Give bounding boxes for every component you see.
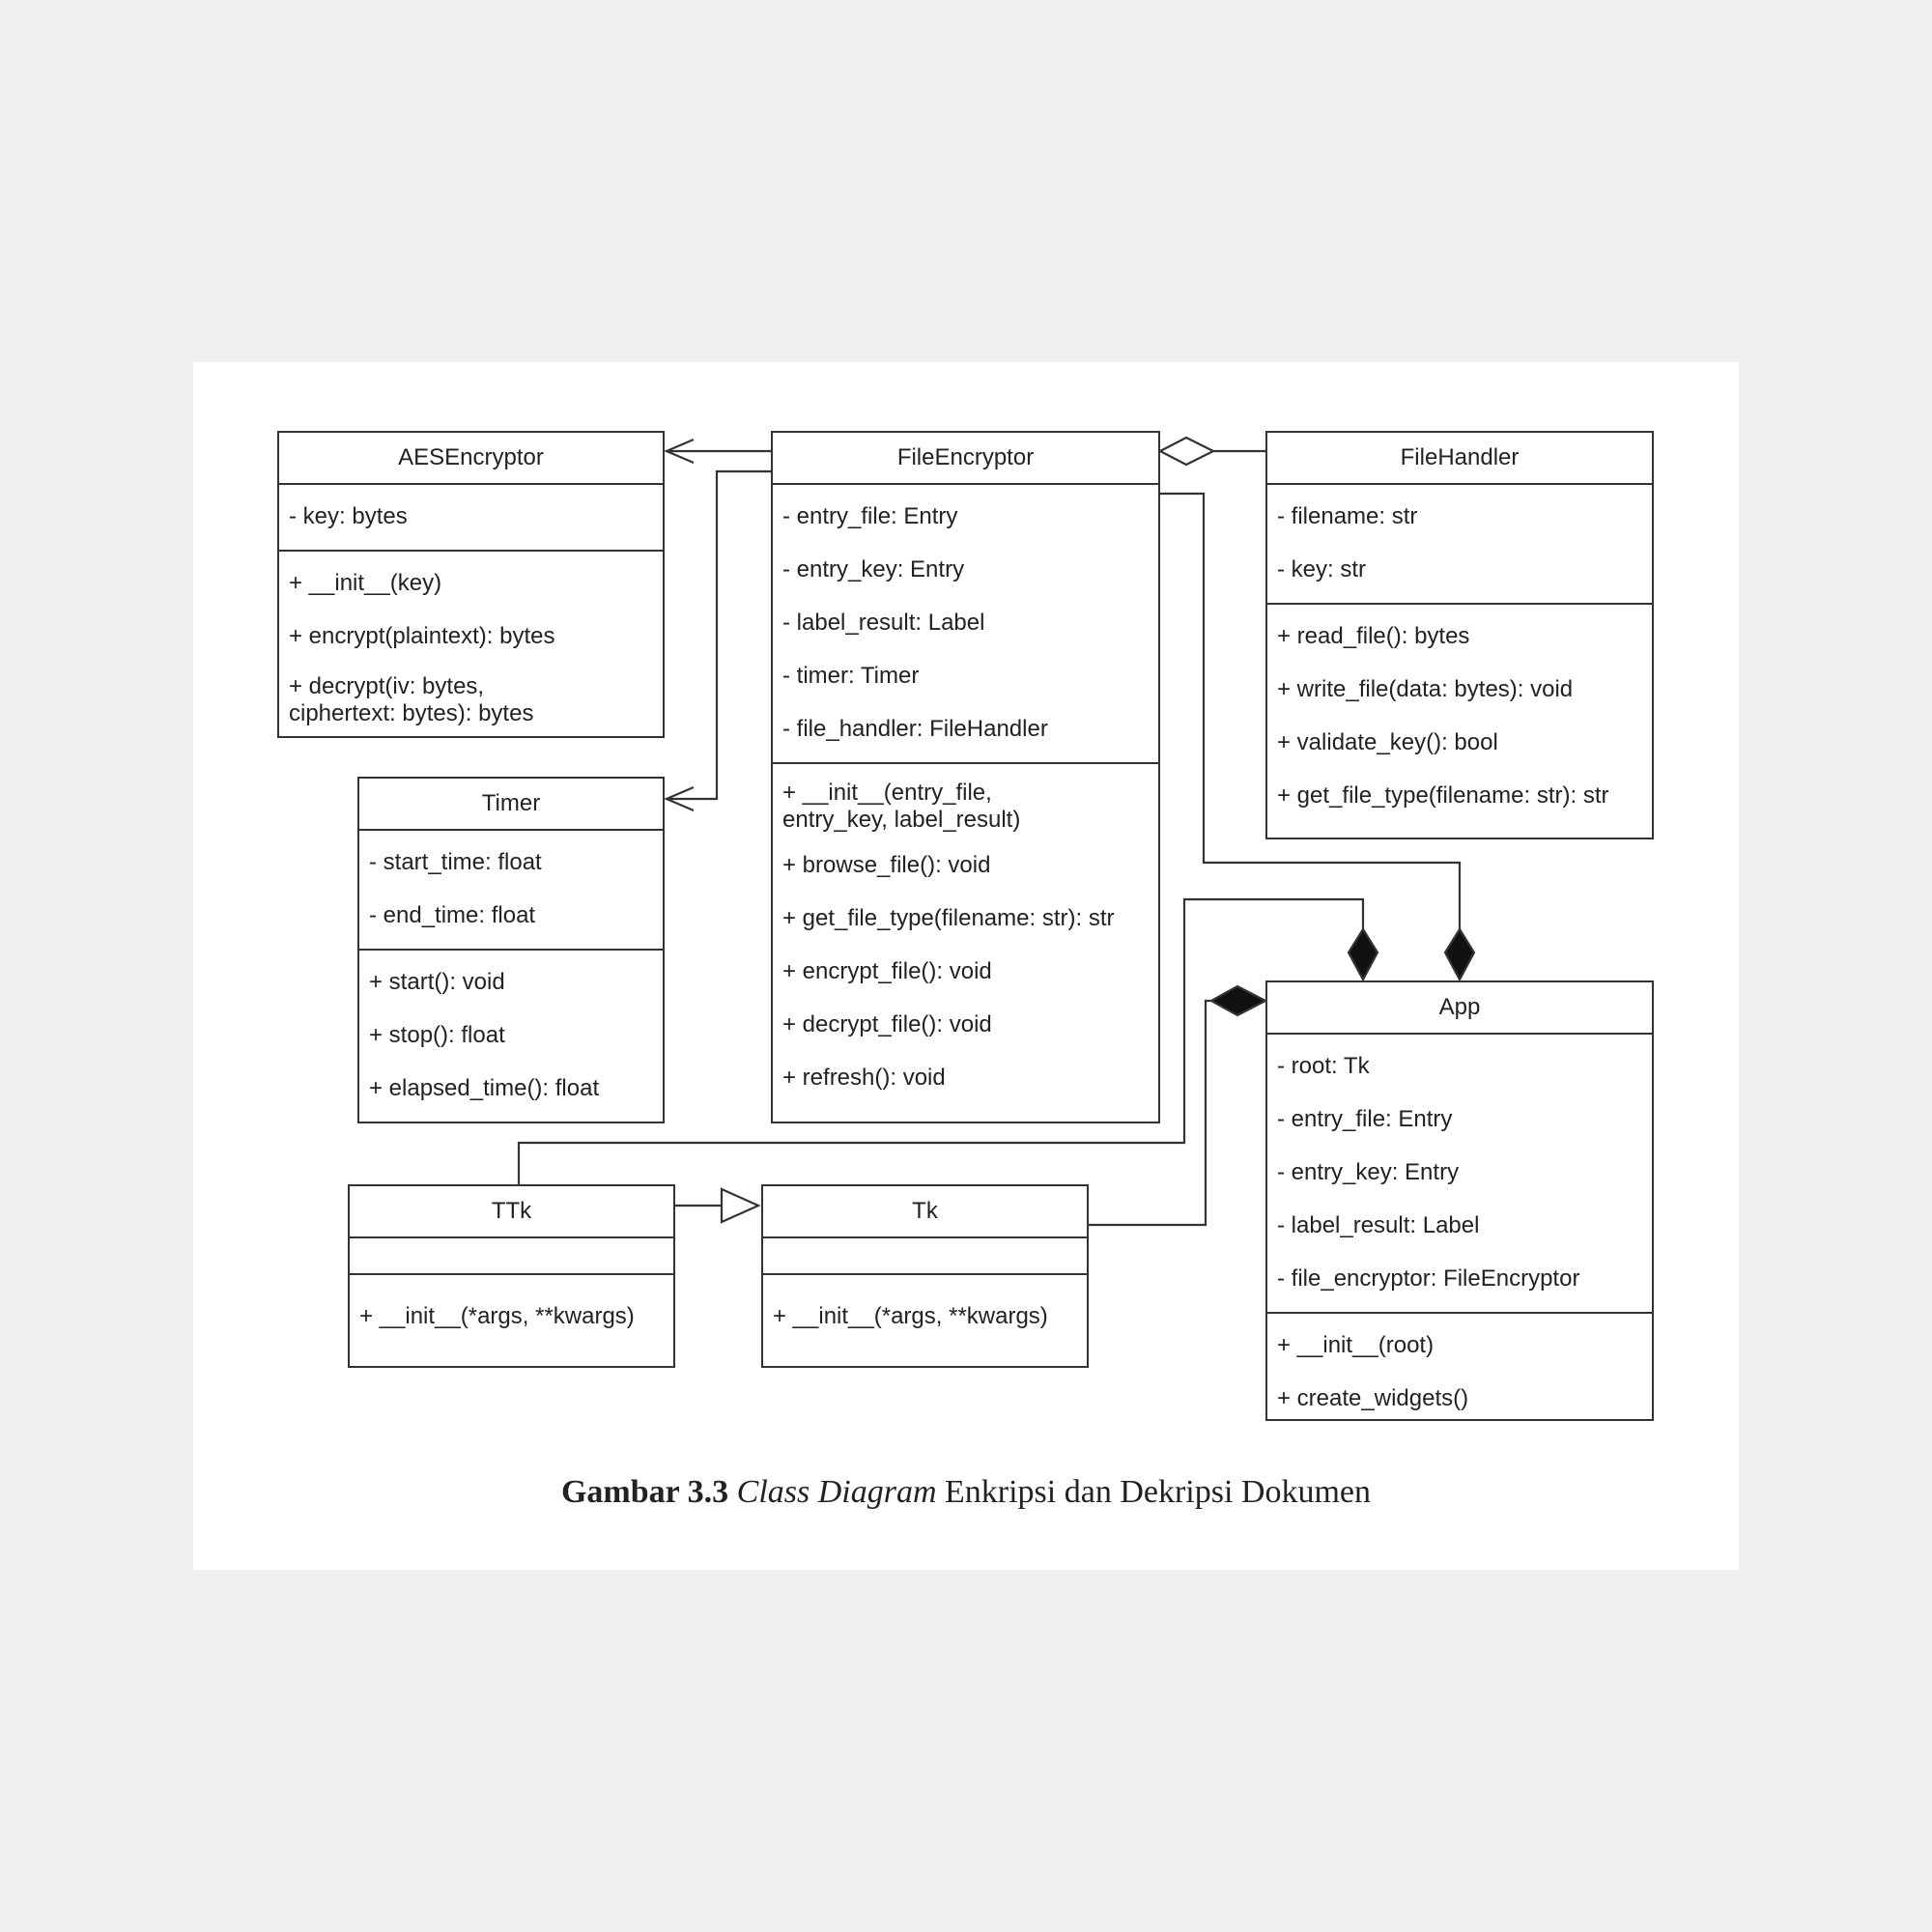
operation: + encrypt(plaintext): bytes — [289, 623, 555, 649]
operation: + read_file(): bytes — [1277, 623, 1470, 649]
operation: + start(): void — [369, 969, 505, 995]
class-tk — [761, 1184, 1089, 1368]
attributes-compartment — [1267, 1035, 1652, 1314]
attribute: - end_time: float — [369, 902, 536, 928]
operations-compartment — [1267, 1314, 1652, 1432]
attribute: - label_result: Label — [782, 610, 985, 636]
attribute: - entry_key: Entry — [782, 556, 965, 582]
operation: + __init__(root) — [1277, 1332, 1435, 1358]
empty-attributes — [763, 1238, 1087, 1273]
operation: + validate_key(): bool — [1277, 729, 1498, 755]
class-name: FileHandler — [1267, 433, 1652, 485]
operation: + decrypt_file(): void — [782, 1011, 992, 1037]
operation: + create_widgets() — [1277, 1385, 1469, 1411]
attribute: - entry_file: Entry — [1277, 1106, 1453, 1132]
operation: + __init__(*args, **kwargs) — [359, 1303, 635, 1329]
operations-compartment — [350, 1275, 673, 1350]
class-name: AESEncryptor — [279, 433, 663, 485]
operation: + write_file(data: bytes): void — [1277, 676, 1574, 702]
operation: + __init__(key) — [289, 570, 442, 596]
operation: + get_file_type(filename: str): str — [782, 905, 1115, 931]
figure-caption — [193, 1474, 1739, 1511]
operation: + elapsed_time(): float — [369, 1075, 600, 1101]
operations-compartment — [279, 552, 663, 739]
operations-compartment — [359, 951, 663, 1122]
attribute: - entry_key: Entry — [1277, 1159, 1460, 1185]
attributes-compartment — [763, 1238, 1087, 1275]
attribute: - key: bytes — [289, 503, 408, 529]
attribute: - timer: Timer — [782, 663, 920, 689]
attribute: - filename: str — [1277, 503, 1418, 529]
edge-fileencryptor-aesencryptor — [667, 440, 772, 463]
attributes-compartment — [773, 485, 1158, 764]
operation: + get_file_type(filename: str): str — [1277, 782, 1609, 809]
empty-attributes — [350, 1238, 673, 1273]
edge-filehandler-fileencryptor — [1160, 438, 1266, 465]
class-ttk — [348, 1184, 675, 1368]
attributes-compartment — [350, 1238, 673, 1275]
class-filehandler — [1265, 431, 1654, 839]
class-name: Tk — [763, 1186, 1087, 1238]
attribute: - start_time: float — [369, 849, 542, 875]
class-name: FileEncryptor — [773, 433, 1158, 485]
operations-compartment — [763, 1275, 1087, 1350]
operation: + encrypt_file(): void — [782, 958, 992, 984]
caption-text: Enkripsi dan Dekripsi Dokumen — [945, 1474, 1372, 1510]
attribute: - key: str — [1277, 556, 1367, 582]
operation: + __init__(*args, **kwargs) — [773, 1303, 1048, 1329]
operation: + stop(): float — [369, 1022, 505, 1048]
class-fileencryptor — [771, 431, 1160, 1123]
operations-compartment — [773, 764, 1158, 1111]
class-name: TTk — [350, 1186, 673, 1238]
edge-ttk-tk — [675, 1189, 758, 1222]
attribute: - file_handler: FileHandler — [782, 716, 1048, 742]
edge-fileencryptor-timer — [667, 471, 772, 810]
class-name: Timer — [359, 779, 663, 831]
operation: + refresh(): void — [782, 1065, 946, 1091]
operations-compartment — [1267, 605, 1652, 829]
class-aesencryptor — [277, 431, 665, 738]
operation: + decrypt(iv: bytes, ciphertext: bytes): bytes — [289, 673, 534, 726]
attribute: - entry_file: Entry — [782, 503, 958, 529]
caption-italic: Class Diagram — [736, 1474, 937, 1510]
caption-label: Gambar 3.3 — [560, 1474, 729, 1510]
attribute: - label_result: Label — [1277, 1212, 1480, 1238]
attributes-compartment — [359, 831, 663, 951]
attributes-compartment — [1267, 485, 1652, 605]
attribute: - root: Tk — [1277, 1053, 1370, 1079]
attribute: - file_encryptor: FileEncryptor — [1277, 1265, 1580, 1292]
attributes-compartment — [279, 485, 663, 552]
class-timer — [357, 777, 665, 1123]
class-name: App — [1267, 982, 1652, 1035]
operation: + browse_file(): void — [782, 852, 991, 878]
class-app — [1265, 980, 1654, 1421]
operation: + __init__(entry_file, entry_key, label_result) — [782, 780, 1021, 833]
